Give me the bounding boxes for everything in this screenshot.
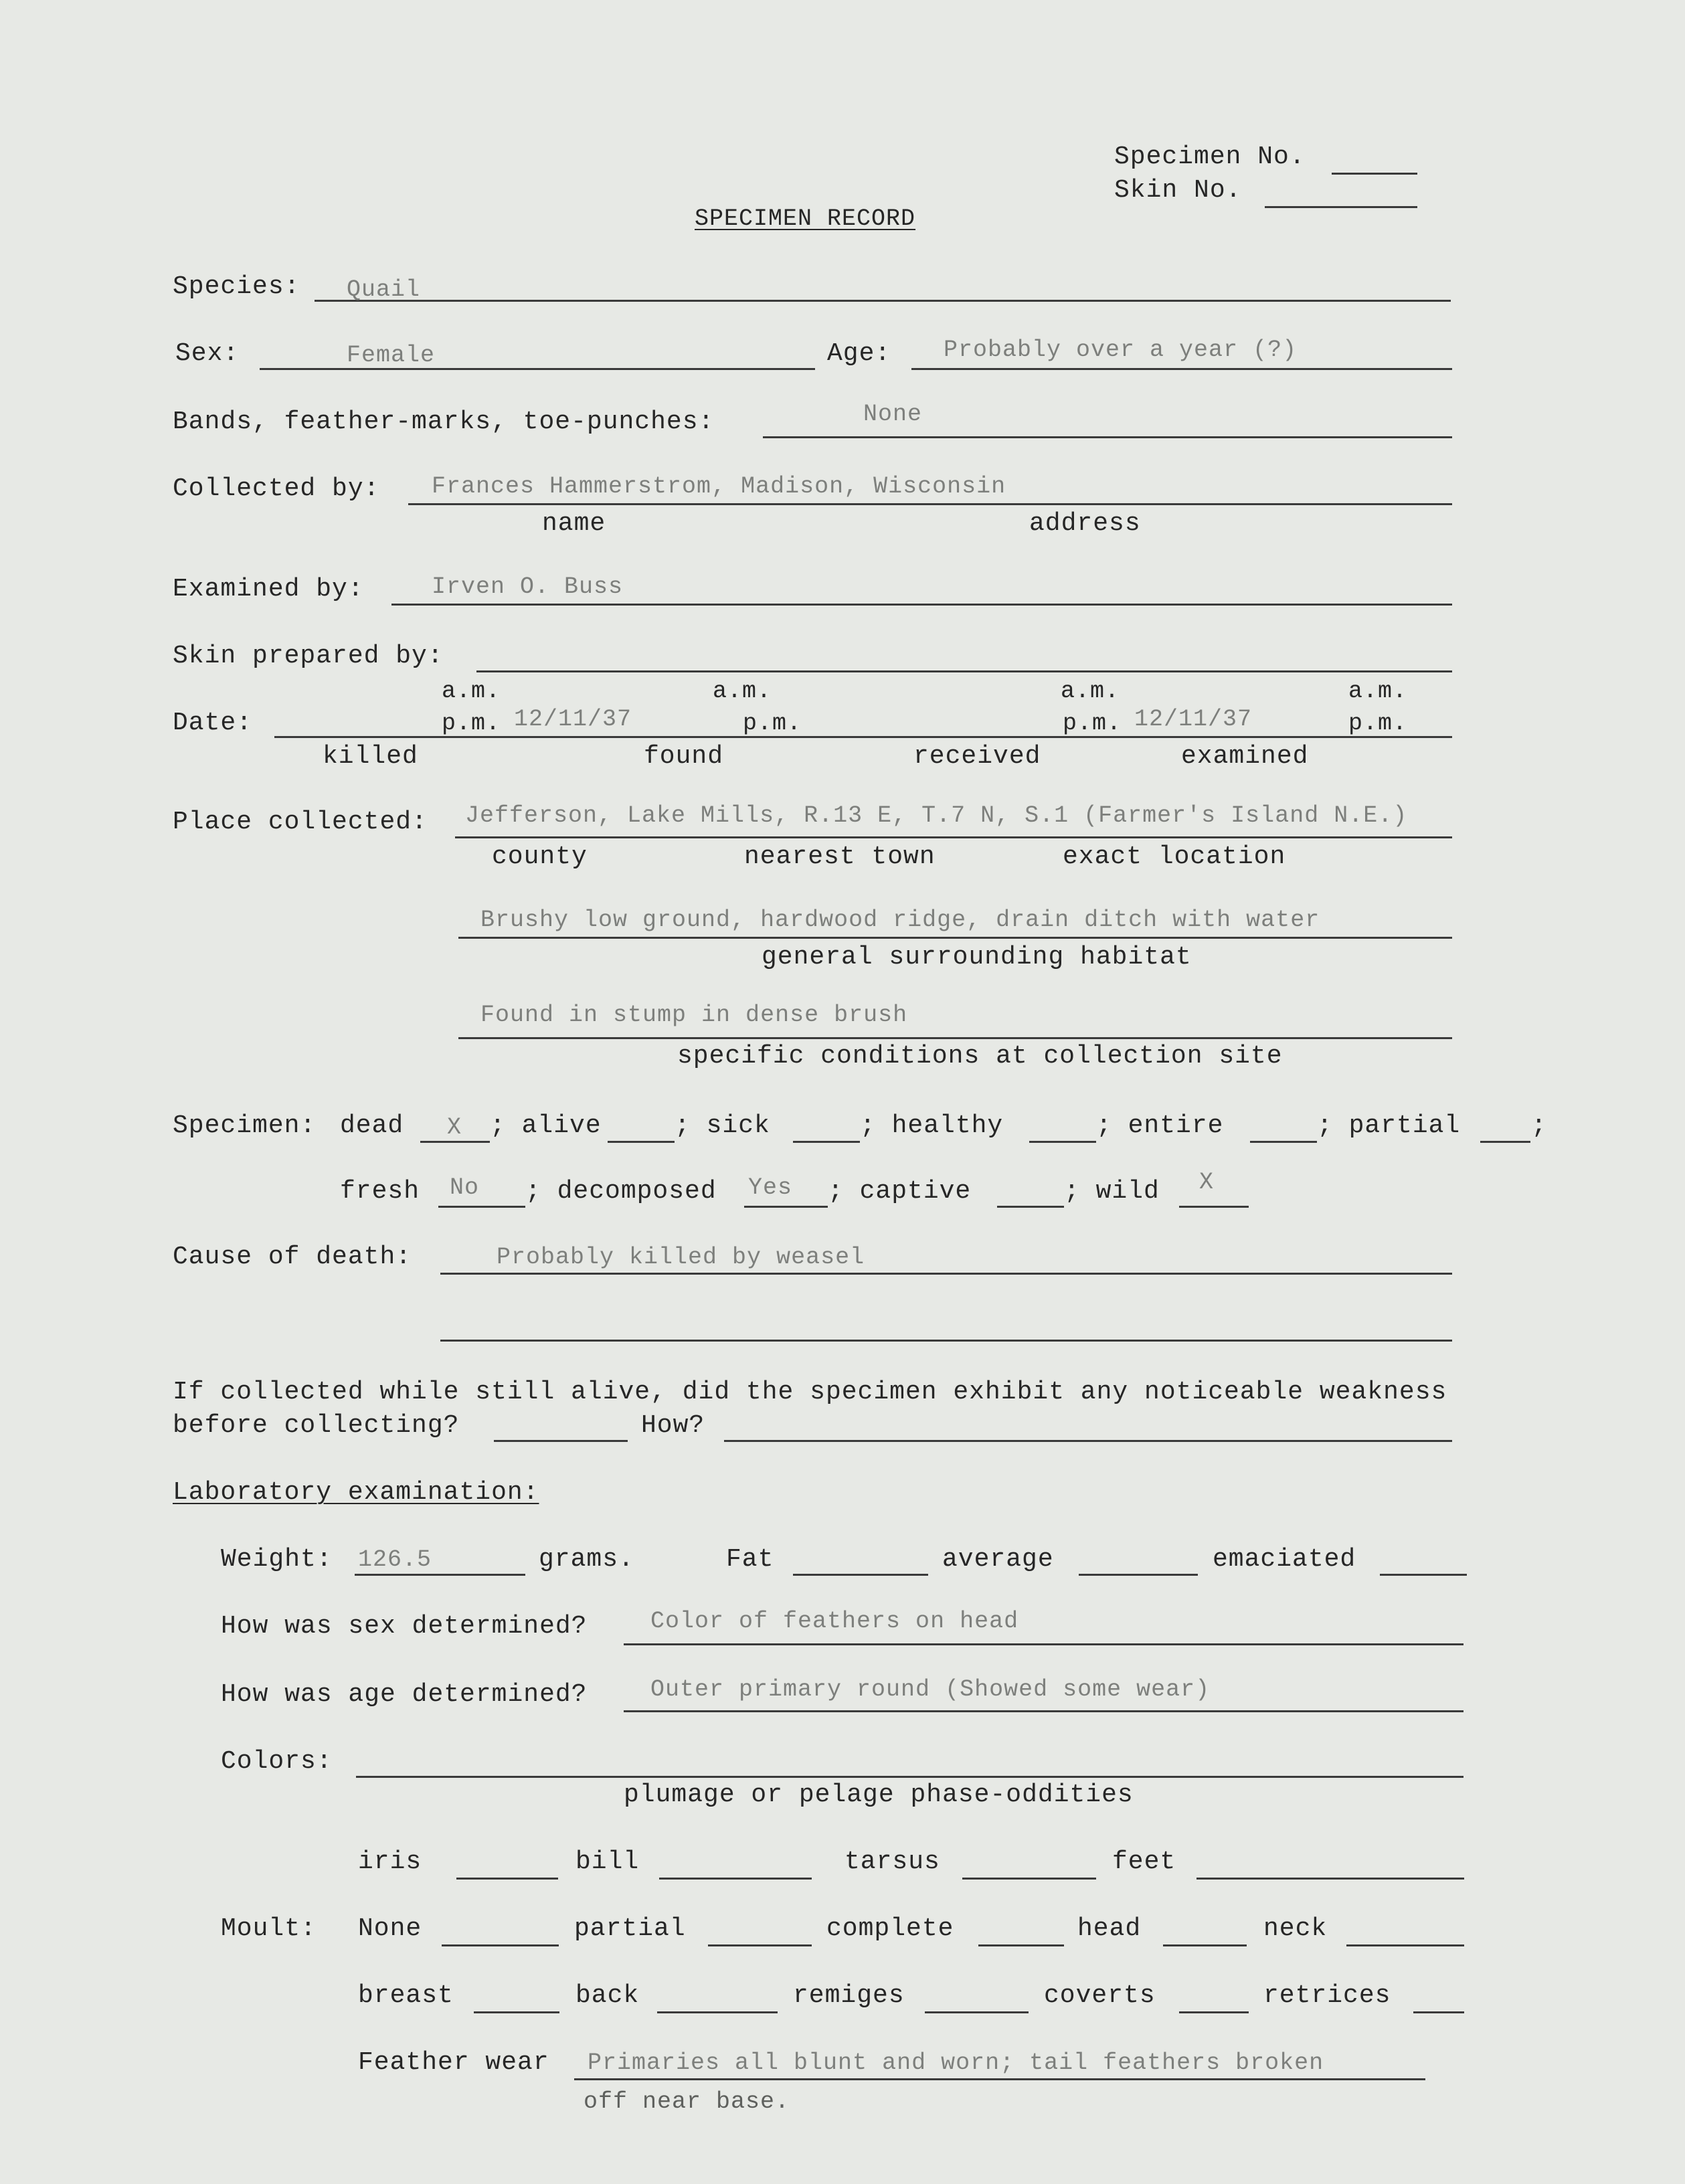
moult-none-line bbox=[442, 1944, 559, 1946]
weight-grams: grams. bbox=[539, 1545, 634, 1574]
conditions-line bbox=[458, 1037, 1452, 1039]
moult-retrices-line bbox=[1413, 2011, 1464, 2013]
date-found-am: a.m. bbox=[713, 678, 772, 705]
conditions-value: Found in stump in dense brush bbox=[480, 1002, 908, 1028]
weakness-how-label: How? bbox=[641, 1411, 705, 1440]
specimen-partial-label: ; partial bbox=[1317, 1111, 1461, 1140]
place-location-caption: exact location bbox=[1063, 842, 1286, 871]
weakness-how-line bbox=[724, 1440, 1452, 1442]
average-line bbox=[1079, 1574, 1198, 1576]
collected-by-name-caption: name bbox=[542, 509, 606, 538]
bands-line bbox=[763, 436, 1452, 438]
skin-no-label: Skin No. bbox=[1114, 176, 1242, 205]
skin-prepared-line bbox=[476, 670, 1452, 672]
sex-value: Female bbox=[347, 342, 436, 369]
specimen-fresh-line bbox=[438, 1206, 525, 1208]
feather-wear-value-2: off near base. bbox=[584, 2088, 790, 2115]
moult-neck-line bbox=[1346, 1944, 1464, 1946]
sex-determined-question: How was sex determined? bbox=[221, 1612, 588, 1641]
age-value: Probably over a year (?) bbox=[944, 337, 1298, 363]
bands-value: None bbox=[863, 401, 923, 428]
place-label: Place collected: bbox=[173, 808, 428, 836]
specimen-entire-line bbox=[1250, 1141, 1317, 1143]
cause-of-death-value: Probably killed by weasel bbox=[497, 1244, 865, 1271]
tarsus-line bbox=[962, 1878, 1096, 1880]
date-found-pm: p.m. bbox=[743, 710, 802, 737]
specimen-sick-label: ; sick bbox=[675, 1111, 770, 1140]
examined-by-label: Examined by: bbox=[173, 575, 364, 604]
fat-label: Fat bbox=[726, 1545, 774, 1574]
date-examined-pm: p.m. bbox=[1348, 710, 1408, 737]
specimen-fresh-value: No bbox=[450, 1174, 480, 1201]
moult-head-label: head bbox=[1077, 1914, 1142, 1943]
tarsus-label: tarsus bbox=[845, 1847, 940, 1876]
date-received-value: 12/11/37 bbox=[1134, 706, 1253, 733]
moult-coverts-label: coverts bbox=[1044, 1981, 1156, 2010]
specimen-decomposed-line bbox=[744, 1206, 828, 1208]
specimen-row1-end: ; bbox=[1531, 1111, 1547, 1140]
specimen-label: Specimen: bbox=[173, 1111, 317, 1140]
bands-label: Bands, feather-marks, toe-punches: bbox=[173, 407, 715, 436]
feather-wear-line bbox=[574, 2078, 1425, 2080]
specimen-dead-label: dead bbox=[340, 1111, 404, 1140]
age-line bbox=[911, 368, 1452, 370]
cause-of-death-line-2 bbox=[440, 1340, 1452, 1342]
feather-wear-label: Feather wear bbox=[358, 2048, 549, 2077]
specimen-entire-label: ; entire bbox=[1096, 1111, 1224, 1140]
date-examined-am: a.m. bbox=[1348, 678, 1408, 705]
sex-determined-answer: Color of feathers on head bbox=[650, 1608, 1019, 1635]
collected-by-line bbox=[408, 503, 1452, 505]
specimen-no-line bbox=[1332, 173, 1417, 175]
date-examined-caption: examined bbox=[1181, 742, 1309, 771]
collected-by-label: Collected by: bbox=[173, 474, 380, 503]
date-killed-am: a.m. bbox=[442, 678, 501, 705]
skin-prepared-label: Skin prepared by: bbox=[173, 642, 444, 670]
average-label: average bbox=[942, 1545, 1054, 1574]
specimen-healthy-label: ; healthy bbox=[860, 1111, 1004, 1140]
specimen-captive-label: ; captive bbox=[828, 1177, 972, 1206]
skin-no-line bbox=[1265, 206, 1417, 208]
date-received-caption: received bbox=[913, 742, 1041, 771]
moult-neck-label: neck bbox=[1263, 1914, 1328, 1943]
specimen-wild-value: X bbox=[1199, 1169, 1215, 1196]
bill-line bbox=[659, 1878, 812, 1880]
specimen-decomposed-label: ; decomposed bbox=[525, 1177, 717, 1206]
specimen-partial-line bbox=[1480, 1141, 1530, 1143]
habitat-caption: general surrounding habitat bbox=[762, 943, 1192, 972]
emaciated-line bbox=[1380, 1574, 1467, 1576]
moult-label: Moult: bbox=[221, 1914, 317, 1943]
moult-breast-line bbox=[474, 2011, 559, 2013]
sex-line bbox=[260, 368, 815, 370]
lab-heading: Laboratory examination: bbox=[173, 1478, 539, 1507]
place-county-caption: county bbox=[492, 842, 588, 871]
feet-label: feet bbox=[1112, 1847, 1176, 1876]
specimen-dead-value: X bbox=[447, 1114, 462, 1141]
habitat-line bbox=[458, 937, 1452, 939]
moult-coverts-line bbox=[1179, 2011, 1249, 2013]
fat-line bbox=[793, 1574, 928, 1576]
cause-of-death-label: Cause of death: bbox=[173, 1243, 412, 1271]
date-killed-caption: killed bbox=[323, 742, 418, 771]
specimen-wild-label: ; wild bbox=[1064, 1177, 1160, 1206]
place-line bbox=[455, 836, 1452, 838]
feather-wear-value-1: Primaries all blunt and worn; tail feathers broken bbox=[588, 2050, 1324, 2076]
moult-partial-label: partial bbox=[574, 1914, 686, 1943]
moult-remiges-line bbox=[925, 2011, 1029, 2013]
date-found-caption: found bbox=[644, 742, 724, 771]
specimen-fresh-label: fresh bbox=[340, 1177, 420, 1206]
weakness-question-line2: before collecting? bbox=[173, 1411, 460, 1440]
weight-label: Weight: bbox=[221, 1545, 333, 1574]
conditions-caption: specific conditions at collection site bbox=[677, 1042, 1283, 1071]
specimen-alive-label: ; alive bbox=[490, 1111, 602, 1140]
weight-value: 126.5 bbox=[358, 1546, 432, 1573]
place-value: Jefferson, Lake Mills, R.13 E, T.7 N, S.1 (Farmer's Island N.E.) bbox=[465, 802, 1408, 829]
feet-line bbox=[1196, 1878, 1464, 1880]
moult-remiges-label: remiges bbox=[793, 1981, 905, 2010]
collected-by-address-caption: address bbox=[1029, 509, 1141, 538]
date-killed-value: 12/11/37 bbox=[514, 706, 632, 733]
moult-retrices-label: retrices bbox=[1263, 1981, 1391, 2010]
bill-label: bill bbox=[575, 1847, 640, 1876]
moult-partial-line bbox=[708, 1944, 812, 1946]
moult-complete-line bbox=[978, 1944, 1064, 1946]
examined-by-value: Irven O. Buss bbox=[432, 573, 624, 600]
moult-back-line bbox=[657, 2011, 778, 2013]
species-line bbox=[315, 300, 1451, 302]
moult-none-label: None bbox=[358, 1914, 422, 1943]
age-determined-line bbox=[624, 1710, 1464, 1712]
age-determined-answer: Outer primary round (Showed some wear) bbox=[650, 1676, 1211, 1703]
sex-label: Sex: bbox=[175, 339, 240, 368]
moult-complete-label: complete bbox=[826, 1914, 954, 1943]
moult-back-label: back bbox=[575, 1981, 640, 2010]
weakness-question-line1: If collected while still alive, did the specimen exhibit any noticeable weakness bbox=[173, 1378, 1447, 1406]
specimen-captive-line bbox=[997, 1206, 1064, 1208]
age-determined-question: How was age determined? bbox=[221, 1680, 588, 1709]
iris-label: iris bbox=[358, 1847, 422, 1876]
place-town-caption: nearest town bbox=[744, 842, 936, 871]
species-value: Quail bbox=[347, 276, 421, 303]
specimen-wild-line bbox=[1179, 1206, 1249, 1208]
specimen-decomposed-value: Yes bbox=[748, 1174, 793, 1201]
specimen-sick-line bbox=[793, 1141, 860, 1143]
weakness-answer-line bbox=[494, 1440, 628, 1442]
collected-by-value: Frances Hammerstrom, Madison, Wisconsin bbox=[432, 473, 1006, 500]
date-label: Date: bbox=[173, 709, 253, 737]
emaciated-label: emaciated bbox=[1213, 1545, 1356, 1574]
moult-head-line bbox=[1163, 1944, 1247, 1946]
specimen-no-label: Specimen No. bbox=[1114, 143, 1306, 171]
date-received-pm: p.m. bbox=[1063, 710, 1122, 737]
species-label: Species: bbox=[173, 272, 300, 301]
examined-by-line bbox=[391, 604, 1452, 606]
specimen-healthy-line bbox=[1029, 1141, 1096, 1143]
habitat-value: Brushy low ground, hardwood ridge, drain ditch with water bbox=[480, 907, 1320, 933]
sex-determined-line bbox=[624, 1643, 1464, 1645]
date-killed-pm: p.m. bbox=[442, 710, 501, 737]
date-received-am: a.m. bbox=[1061, 678, 1120, 705]
colors-caption: plumage or pelage phase-oddities bbox=[624, 1781, 1134, 1809]
colors-line bbox=[356, 1776, 1464, 1778]
age-label: Age: bbox=[827, 339, 891, 368]
specimen-alive-line bbox=[608, 1141, 675, 1143]
moult-breast-label: breast bbox=[358, 1981, 454, 2010]
cause-of-death-line bbox=[440, 1273, 1452, 1275]
colors-label: Colors: bbox=[221, 1747, 333, 1776]
iris-line bbox=[456, 1878, 558, 1880]
form-title: SPECIMEN RECORD bbox=[695, 205, 916, 232]
